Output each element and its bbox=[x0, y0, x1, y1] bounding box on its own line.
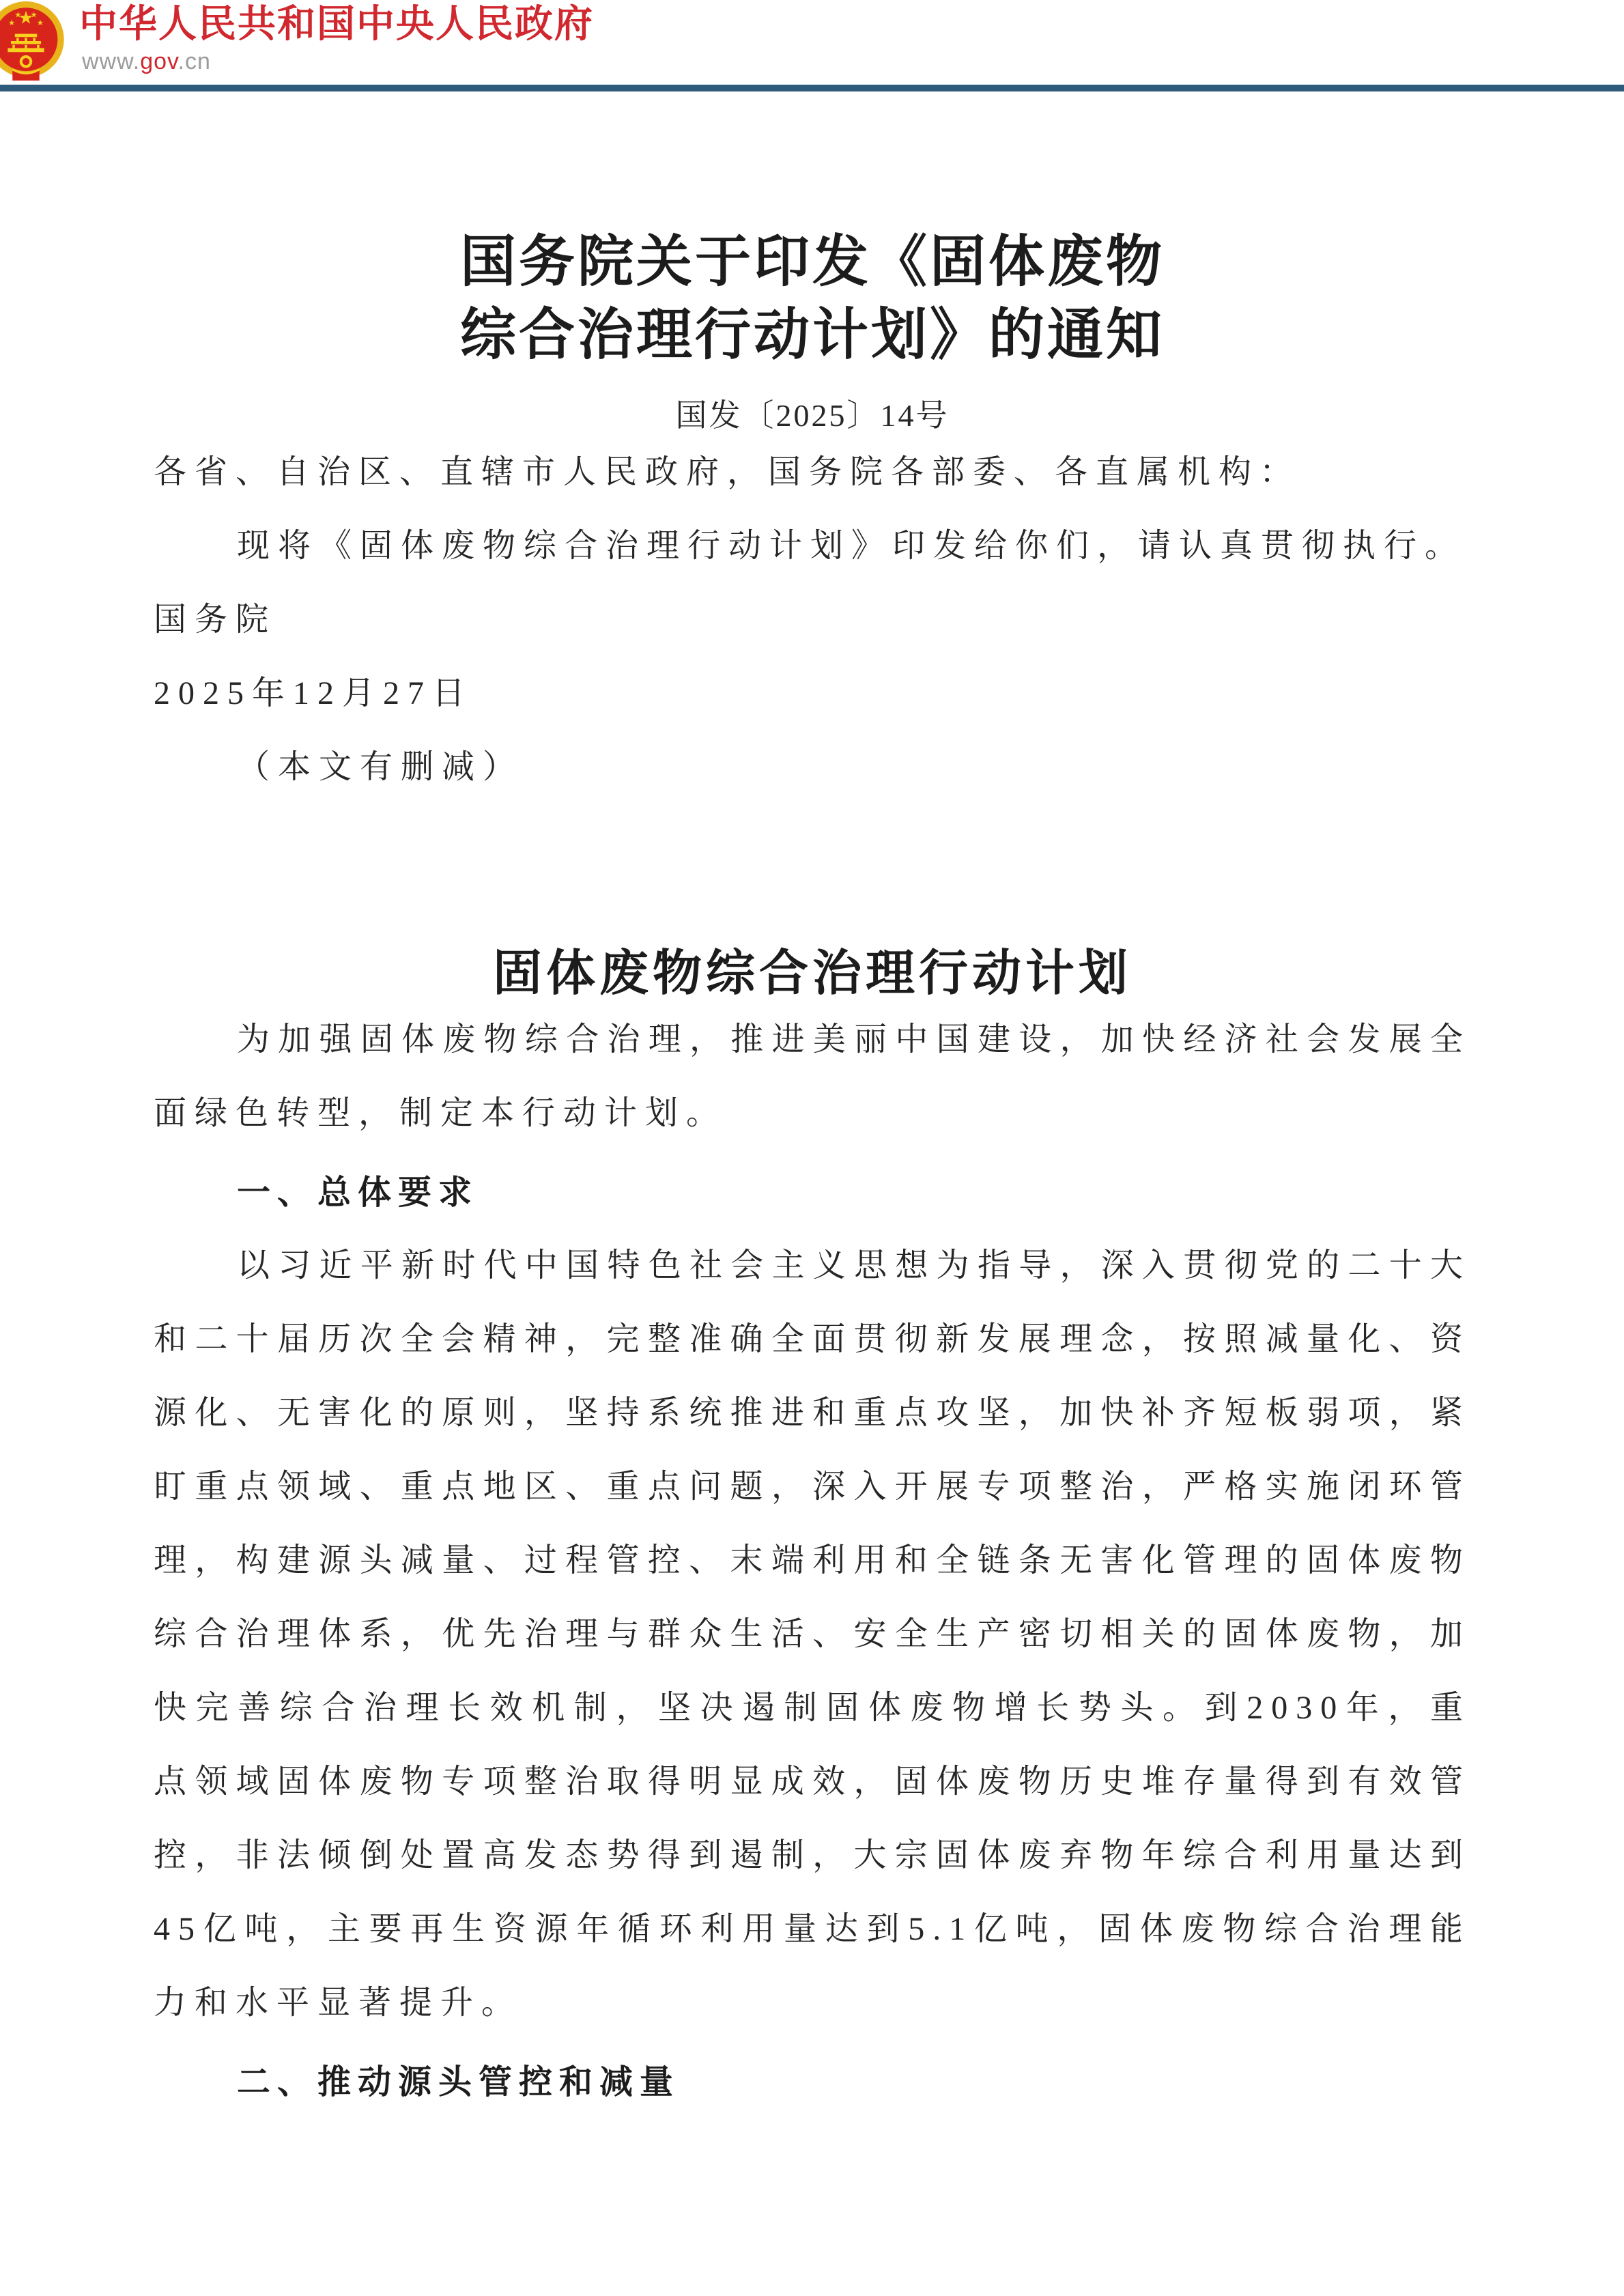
issue-date: 2025年12月27日 bbox=[154, 675, 474, 711]
notice-title-line1: 国务院关于印发《固体废物 bbox=[459, 231, 1165, 293]
header-divider bbox=[0, 85, 1624, 91]
doc-number: 国发〔2025〕14号 bbox=[675, 398, 950, 433]
plan-intro-paragraph: 为加强固体废物综合治理，推进美丽中国建设，加快经济社会发展全面绿色转型，制定本行动计划。 bbox=[154, 1021, 1471, 1131]
plan-title: 固体废物综合治理行动计划 bbox=[492, 946, 1132, 1001]
site-url-gov: gov bbox=[140, 48, 178, 74]
national-emblem-icon[interactable] bbox=[0, 1, 66, 81]
notice-title-line2: 综合治理行动计划》的通知 bbox=[459, 304, 1165, 366]
notice-title bbox=[154, 225, 1471, 371]
site-url-suffix: .cn bbox=[177, 48, 211, 74]
section-1-heading: 一、总体要求 bbox=[237, 1174, 479, 1211]
section-1-paragraph: 以习近平新时代中国特色社会主义思想为指导，深入贯彻党的二十大和二十届历次全会精神，完整准确全面贯彻新发展理念，按照减量化、资源化、无害化的原则，坚持系统推进和重点攻坚，加快补齐短板弱项，紧盯重点领域、重点地区、重点问题，深入开展专项整治，严格实施闭环管理，构建源头减量、过程管控、末端利用和全链条无害化管理的固体废物综合治理体系，优先治理与群众生活、安全生产密切相关的固体废物，加快完善综合治理长效机制，坚决遏制固体废物增长势头。到2030年，重点领域固体废物专项整治取得明显成效，固体废物历史堆存量得到有效管控，非法倾倒处置高发态势得到遏制，大宗固体废弃物年综合利用量达到45亿吨，主要再生资源年循环利用量达到5.1亿吨，固体废物综合治理能力和水平显著提升。 bbox=[154, 1247, 1471, 2021]
redaction-note: （本文有删减） bbox=[237, 749, 524, 785]
site-url-prefix: www. bbox=[82, 48, 141, 74]
document-body bbox=[0, 225, 1624, 2118]
gov-header bbox=[0, 0, 1624, 85]
section-2-heading: 二、推动源头管控和减量 bbox=[237, 2064, 681, 2101]
signer: 国务院 bbox=[154, 601, 277, 638]
forward-paragraph: 现将《固体废物综合治理行动计划》印发给你们，请认真贯彻执行。 bbox=[237, 528, 1466, 564]
site-title[interactable]: 中华人民共和国中央人民政府 bbox=[79, 2, 594, 45]
site-url[interactable] bbox=[82, 48, 211, 75]
salutation-paragraph: 各省、自治区、直辖市人民政府，国务院各部委、各直属机构： bbox=[154, 454, 1301, 490]
